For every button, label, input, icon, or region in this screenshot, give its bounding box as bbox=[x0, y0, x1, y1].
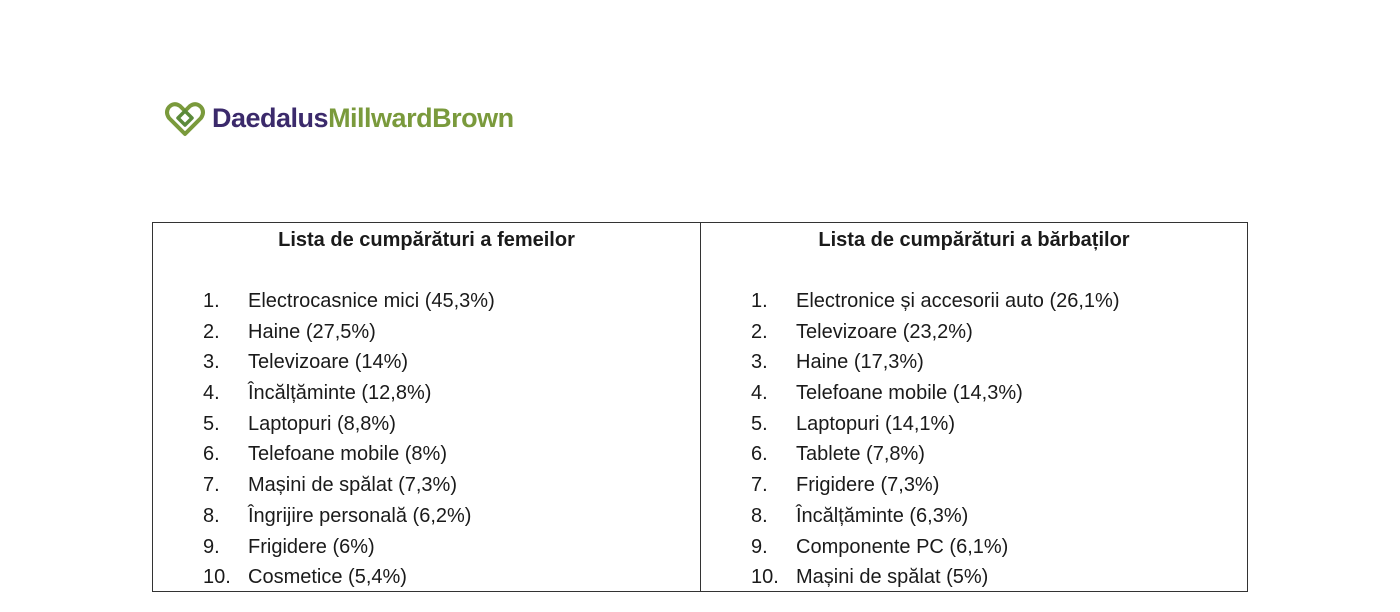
list-item-number: 5. bbox=[751, 412, 768, 435]
list-item bbox=[751, 286, 1119, 317]
list-item-text: Cosmetice (5,4%) bbox=[248, 566, 407, 589]
list-item-number: 10. bbox=[203, 566, 231, 589]
list-item-text: Telefoane mobile (8%) bbox=[248, 443, 447, 466]
shopping-lists-table bbox=[152, 222, 1248, 592]
list-item-number: 9. bbox=[203, 535, 220, 558]
list-item-number: 10. bbox=[751, 566, 779, 589]
list-item bbox=[203, 286, 495, 317]
list-item-number: 9. bbox=[751, 535, 768, 558]
list-item bbox=[751, 562, 1119, 593]
men-list bbox=[751, 286, 1119, 593]
list-item bbox=[751, 501, 1119, 532]
list-item-text: Laptopuri (14,1%) bbox=[796, 412, 955, 435]
list-item-text: Telefoane mobile (14,3%) bbox=[796, 382, 1023, 405]
list-item bbox=[203, 439, 495, 470]
list-item-text: Îngrijire personală (6,2%) bbox=[248, 504, 472, 527]
list-item-text: Încălțăminte (12,8%) bbox=[248, 382, 432, 405]
list-item-text: Mașini de spălat (7,3%) bbox=[248, 474, 457, 497]
logo-brown-text: Brown bbox=[432, 103, 514, 133]
list-item-text: Mașini de spălat (5%) bbox=[796, 566, 989, 589]
list-item-text: Electrocasnice mici (45,3%) bbox=[248, 290, 495, 312]
list-item bbox=[751, 439, 1119, 470]
men-column bbox=[700, 223, 1247, 591]
list-item-text: Haine (27,5%) bbox=[248, 320, 376, 343]
list-item-number: 7. bbox=[751, 474, 768, 497]
list-item-number: 3. bbox=[751, 351, 768, 374]
list-item-text: Televizoare (23,2%) bbox=[796, 320, 973, 343]
list-item-text: Componente PC (6,1%) bbox=[796, 535, 1009, 558]
list-item bbox=[751, 470, 1119, 501]
list-item-number: 2. bbox=[203, 320, 220, 343]
list-item-number: 5. bbox=[203, 412, 220, 435]
list-item bbox=[203, 562, 495, 593]
list-item-text: Laptopuri (8,8%) bbox=[248, 412, 396, 435]
list-item-text: Electronice și accesorii auto (26,1%) bbox=[796, 290, 1120, 312]
list-item-number: 7. bbox=[203, 474, 220, 497]
list-item-text: Încălțăminte (6,3%) bbox=[796, 504, 969, 527]
company-logo bbox=[164, 98, 514, 138]
women-column bbox=[153, 223, 700, 591]
women-list bbox=[203, 286, 495, 593]
logo-wordmark bbox=[212, 98, 514, 138]
list-item-number: 4. bbox=[203, 382, 220, 405]
list-item-text: Haine (17,3%) bbox=[796, 351, 924, 374]
list-item bbox=[203, 378, 495, 409]
list-item-number: 1. bbox=[203, 290, 220, 312]
list-item-number: 8. bbox=[751, 504, 768, 527]
men-list-title: Lista de cumpărături a bărbaților bbox=[818, 229, 1130, 251]
list-item bbox=[203, 470, 495, 501]
logo-millward-text: Millward bbox=[328, 103, 433, 133]
list-item bbox=[203, 409, 495, 440]
list-item bbox=[203, 347, 495, 378]
list-item-number: 2. bbox=[751, 320, 768, 343]
list-item bbox=[203, 501, 495, 532]
list-item-number: 8. bbox=[203, 504, 220, 527]
list-item-number: 6. bbox=[203, 443, 220, 466]
list-item bbox=[751, 409, 1119, 440]
list-item bbox=[751, 378, 1119, 409]
list-item-text: Tablete (7,8%) bbox=[796, 443, 925, 466]
list-item bbox=[751, 532, 1119, 563]
heart-diamond-logo-icon bbox=[164, 98, 206, 138]
list-item-text: Televizoare (14%) bbox=[248, 351, 409, 374]
list-item-number: 6. bbox=[751, 443, 768, 466]
logo-daedalus-text: Daedalus bbox=[212, 103, 329, 133]
list-item bbox=[751, 347, 1119, 378]
list-item-number: 3. bbox=[203, 351, 220, 374]
list-item-text: Frigidere (7,3%) bbox=[796, 474, 940, 497]
list-item bbox=[203, 532, 495, 563]
list-item bbox=[751, 317, 1119, 348]
list-item-number: 4. bbox=[751, 382, 768, 405]
list-item-text: Frigidere (6%) bbox=[248, 535, 375, 558]
women-list-title: Lista de cumpărături a femeilor bbox=[278, 229, 575, 251]
list-item-number: 1. bbox=[751, 290, 768, 312]
list-item bbox=[203, 317, 495, 348]
